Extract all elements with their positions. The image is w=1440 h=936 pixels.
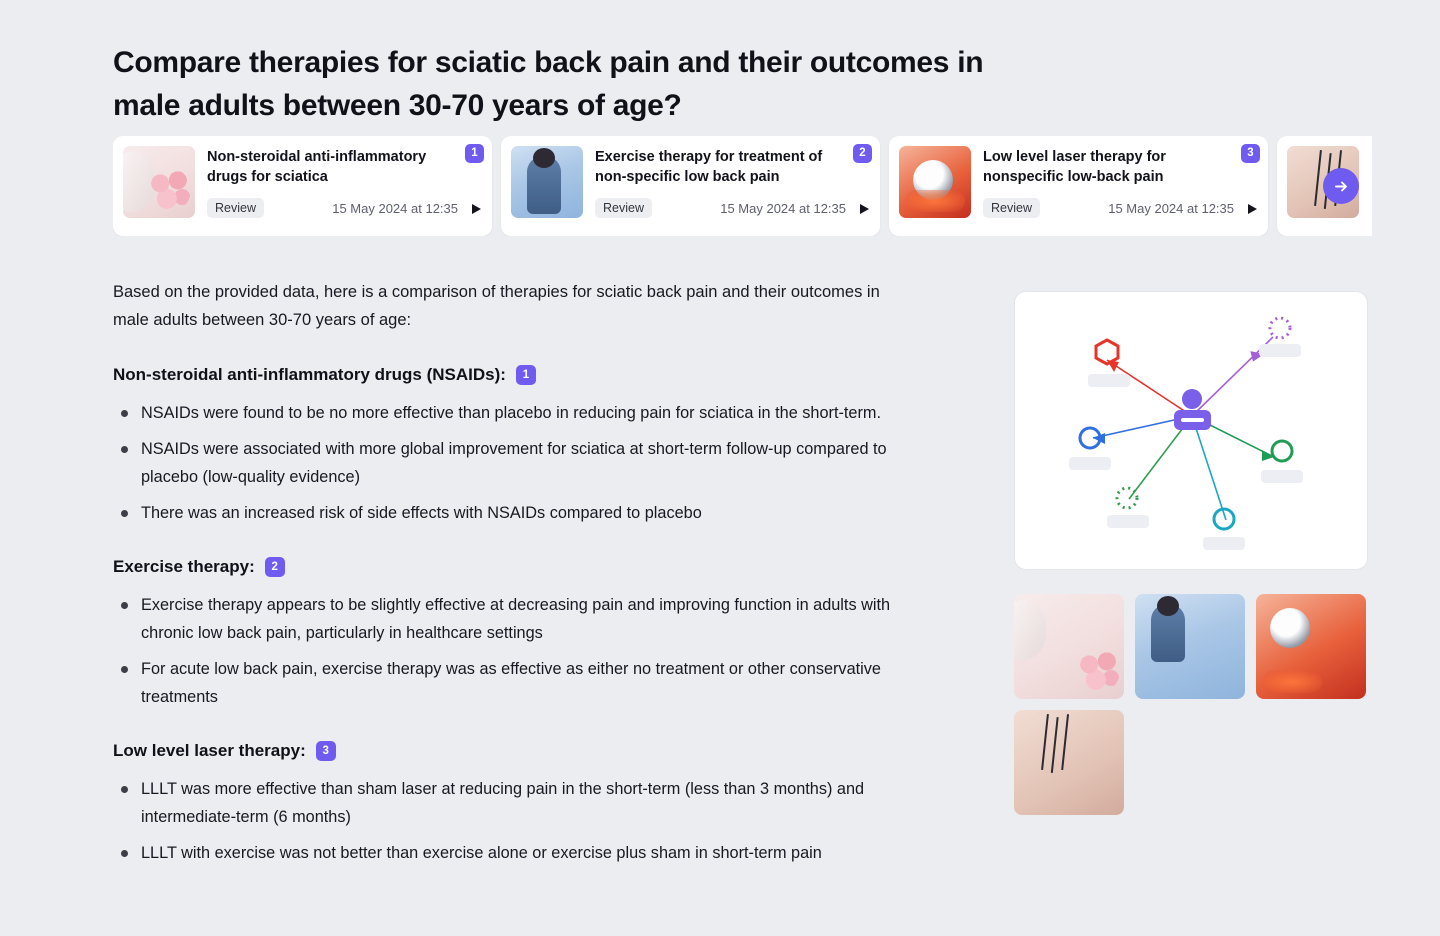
section-heading-label: Non-steroidal anti-inflammatory drugs (NSAIDs): — [113, 364, 506, 384]
section-heading-lllt — [113, 741, 943, 761]
knowledge-graph-card[interactable] — [1014, 291, 1368, 570]
source-card-meta — [595, 198, 870, 218]
page-title: Compare therapies for sciatic back pain and their outcomes in male adults between 30-70 years of age? — [113, 46, 984, 122]
source-card-title: Low level laser therapy for nonspecific low-back pain — [983, 149, 1166, 185]
list-item: Exercise therapy appears to be slightly effective at decreasing pain and improving function in adults with chronic low back pain, particularly in healthcare settings — [113, 591, 933, 647]
related-image-laser[interactable] — [1256, 594, 1366, 699]
source-type-tag: Review — [595, 198, 652, 218]
list-item: NSAIDs were found to be no more effective than placebo in reducing pain for sciatica in the short-term. — [113, 399, 933, 427]
source-thumbnail-exercise — [511, 146, 583, 218]
bullet-list-lllt — [113, 775, 943, 867]
source-card-title: Non-steroidal anti-inflammatory drugs for sciatica — [207, 149, 427, 185]
list-item: LLLT with exercise was not better than exercise alone or exercise plus sham in short-term pain — [113, 839, 933, 867]
graph-center-node — [1174, 389, 1211, 430]
source-card-body — [595, 146, 870, 218]
source-thumbnail-pills — [123, 146, 195, 218]
citation-badge[interactable]: 1 — [516, 365, 536, 385]
source-type-tag: Review — [983, 198, 1040, 218]
source-cards-strip[interactable] — [113, 136, 1372, 236]
source-date: 15 May 2024 at 12:35 — [720, 200, 846, 216]
section-heading-nsaids — [113, 365, 943, 385]
play-icon[interactable] — [1246, 202, 1258, 214]
related-image-exercise[interactable] — [1135, 594, 1245, 699]
list-item: For acute low back pain, exercise therapy was as effective as either no treatment or other conservative treatments — [113, 655, 933, 711]
source-card-number: 3 — [1241, 144, 1260, 163]
source-card-body — [983, 146, 1258, 218]
source-card-number: 2 — [853, 144, 872, 163]
graph-node-circle-green — [1261, 441, 1303, 483]
list-item: LLLT was more effective than sham laser at reducing pain in the short-term (less than 3 months) and intermediate-term (6 months) — [113, 775, 933, 831]
source-card[interactable] — [113, 136, 492, 236]
source-type-tag: Review — [207, 198, 264, 218]
source-card-body — [207, 146, 482, 218]
source-thumbnail-laser — [899, 146, 971, 218]
bullet-list-nsaids — [113, 399, 943, 527]
section-heading-label: Low level laser therapy: — [113, 740, 306, 760]
citation-badge[interactable]: 2 — [265, 557, 285, 577]
answer-body — [113, 278, 943, 897]
source-date: 15 May 2024 at 12:35 — [1108, 200, 1234, 216]
source-card-meta — [983, 198, 1258, 218]
list-item: NSAIDs were associated with more global improvement for sciatica at short-term follow-up compared to placebo (low-quality evidence) — [113, 435, 933, 491]
play-icon[interactable] — [858, 202, 870, 214]
citation-badge[interactable]: 3 — [316, 741, 336, 761]
graph-node-dotted-green — [1107, 488, 1149, 528]
graph-node-dotted-purple — [1259, 318, 1301, 357]
source-card-meta — [207, 198, 482, 218]
source-card-title: Exercise therapy for treatment of non-specific low back pain — [595, 149, 823, 185]
graph-node-hexagon-red — [1088, 340, 1130, 387]
next-sources-button[interactable] — [1323, 168, 1359, 204]
related-image-acupuncture[interactable] — [1014, 710, 1124, 815]
answer-intro: Based on the provided data, here is a comparison of therapies for sciatic back pain and their outcomes in male adults between 30-70 years of age: — [113, 283, 880, 330]
play-icon[interactable] — [470, 202, 482, 214]
section-heading-exercise — [113, 557, 943, 577]
knowledge-graph-svg — [1015, 292, 1368, 570]
list-item: There was an increased risk of side effects with NSAIDs compared to placebo — [113, 499, 933, 527]
source-date: 15 May 2024 at 12:35 — [332, 200, 458, 216]
section-heading-label: Exercise therapy: — [113, 556, 255, 576]
bullet-list-exercise — [113, 591, 943, 711]
source-card-number: 1 — [465, 144, 484, 163]
source-card[interactable] — [889, 136, 1268, 236]
source-card[interactable] — [501, 136, 880, 236]
related-images-grid[interactable] — [1014, 594, 1368, 815]
related-image-pills[interactable] — [1014, 594, 1124, 699]
